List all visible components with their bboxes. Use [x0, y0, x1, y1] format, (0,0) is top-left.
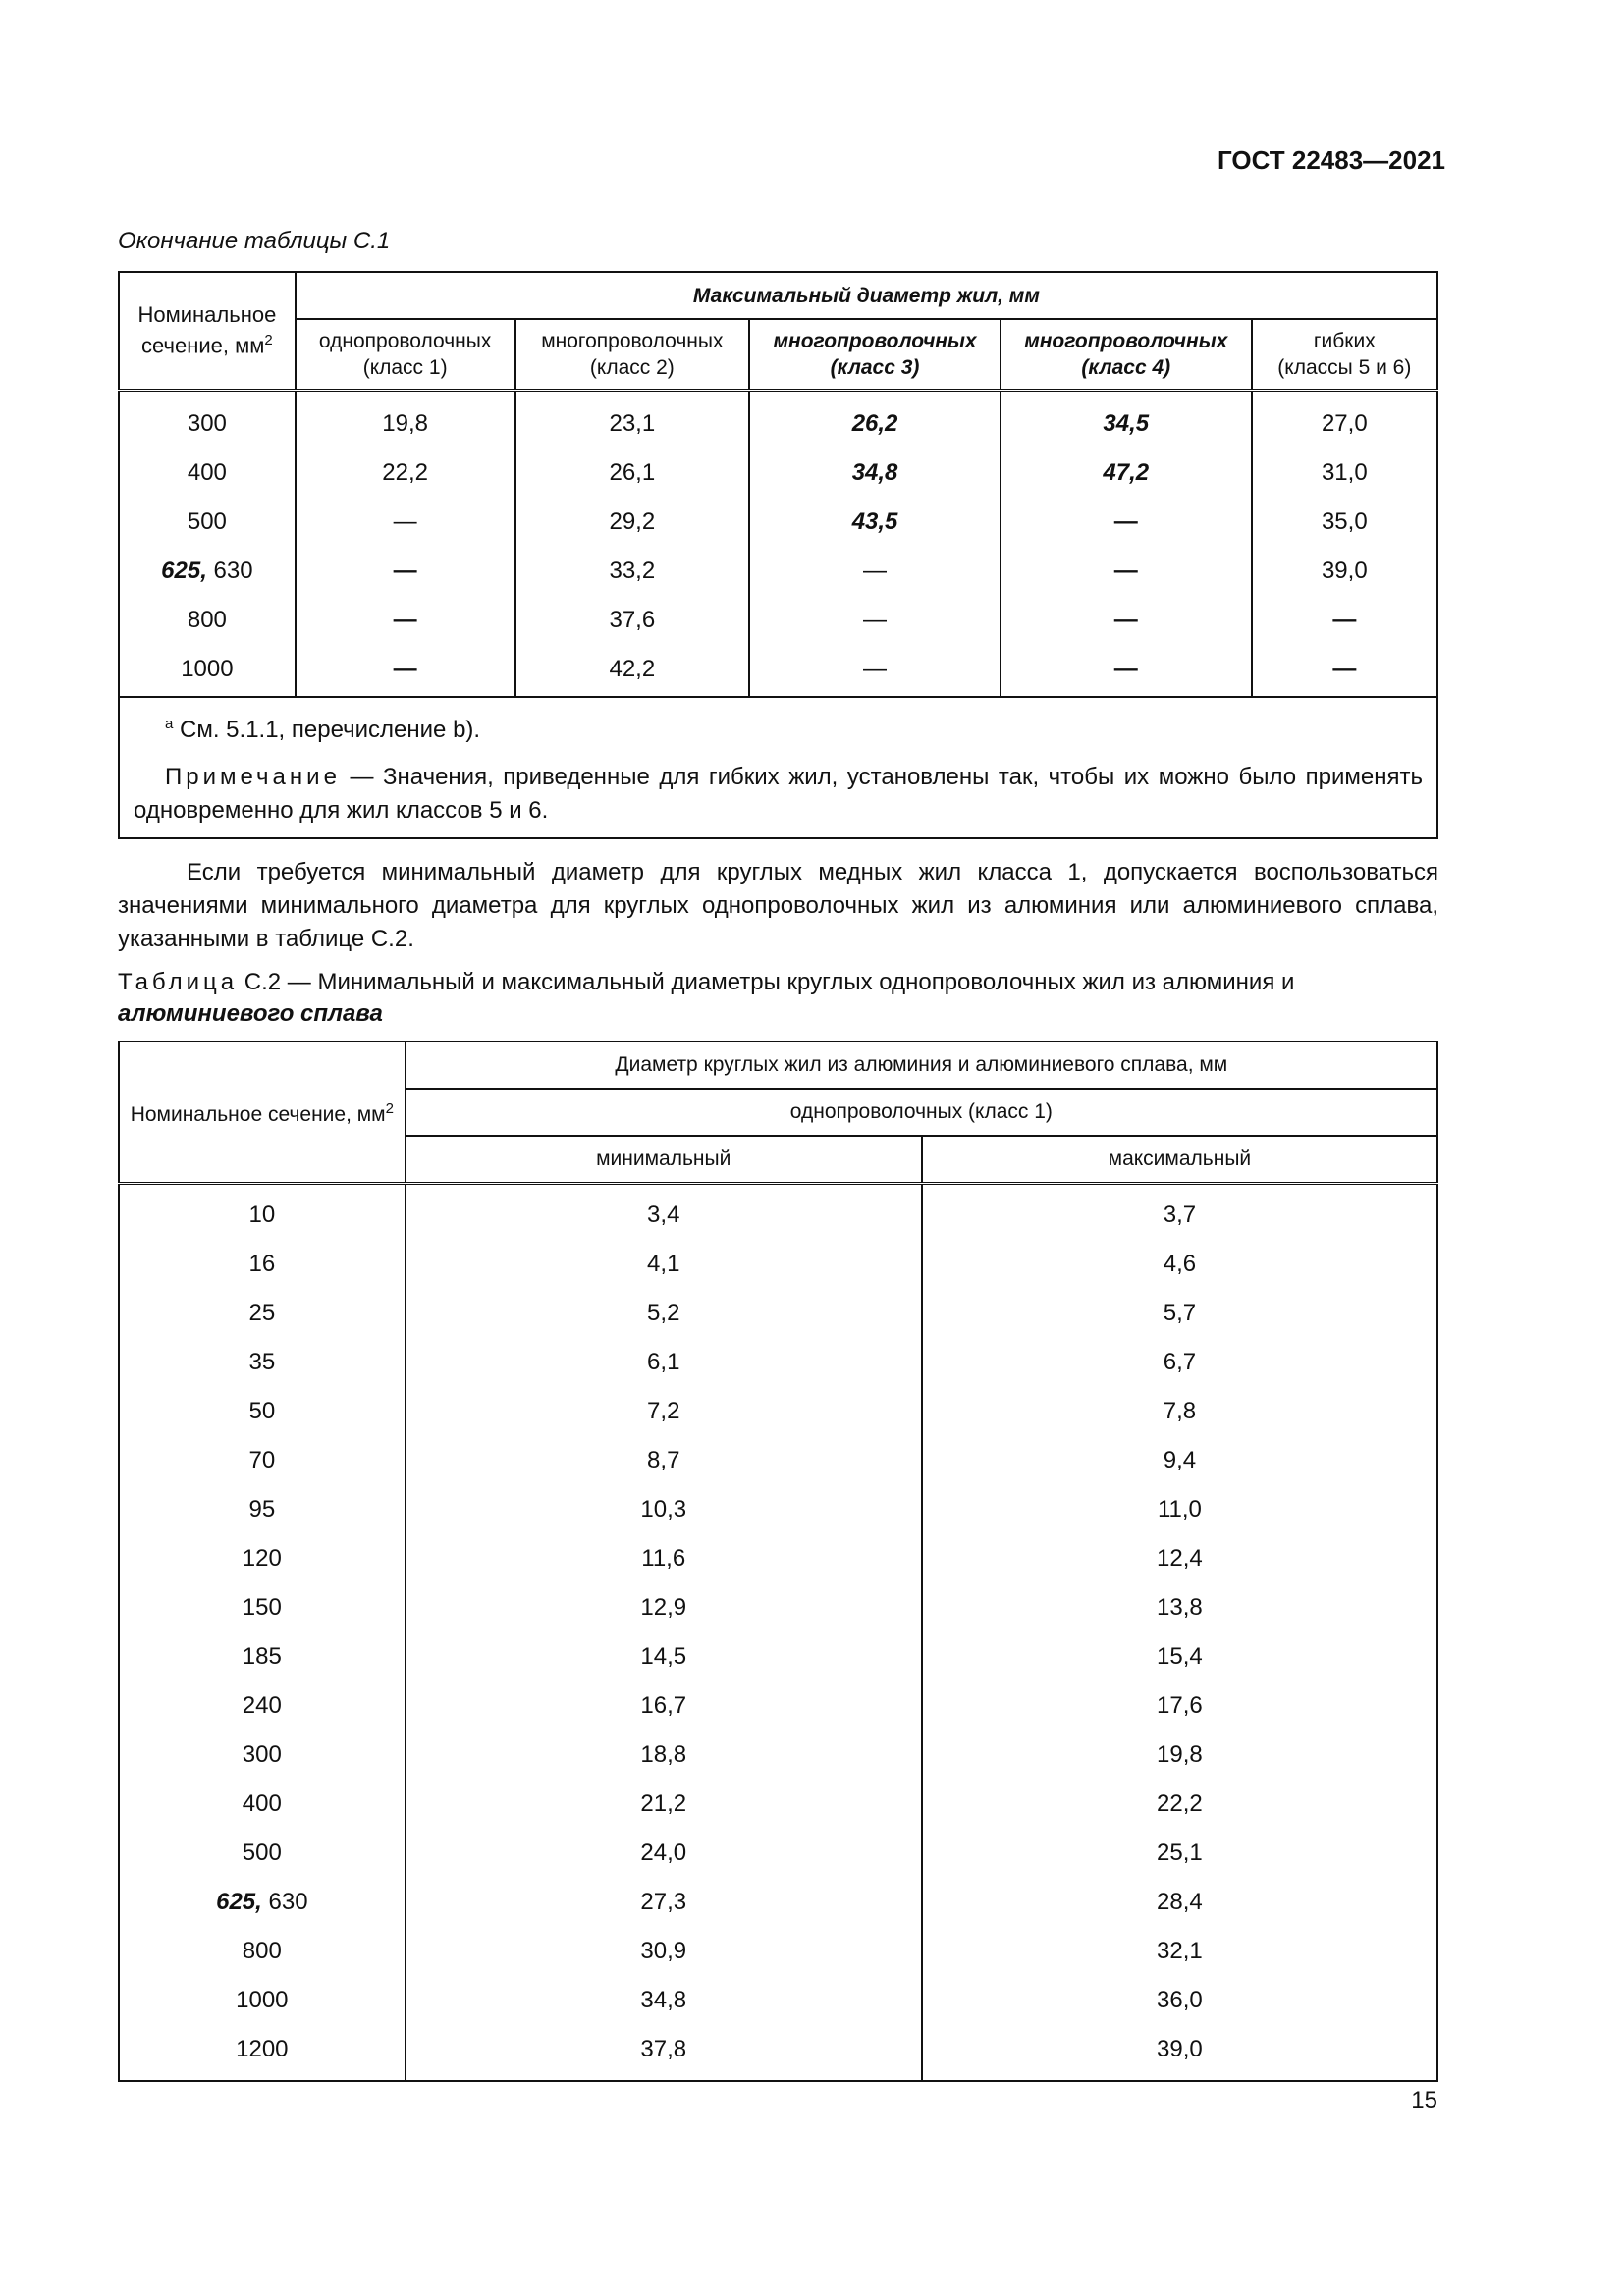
- table-row: 150 12,9 13,8: [119, 1583, 1437, 1632]
- table-row: 35 6,1 6,7: [119, 1338, 1437, 1387]
- table-row: 500 24,0 25,1: [119, 1829, 1437, 1878]
- table2: [118, 1041, 1438, 2082]
- table-row: 1200 37,8 39,0: [119, 2025, 1437, 2081]
- table-row: 120 11,6 12,4: [119, 1534, 1437, 1583]
- table-row: 500 — 29,2 43,5 — 35,0: [119, 498, 1437, 547]
- table-row: 16 4,1 4,6: [119, 1240, 1437, 1289]
- body-paragraph: Если требуется минимальный диаметр для круглых медных жил класса 1, допускается воспользоваться значениями минимального диаметра для круглых однопроволочных жил из алюминия или алюминиевого сплава, указанными в таблице С.2.: [118, 859, 1438, 952]
- table-row: 625, 630 — 33,2 — — 39,0: [119, 547, 1437, 596]
- table2-header-group: Диаметр круглых жил из алюминия и алюминиевого сплава, мм: [406, 1041, 1437, 1089]
- table2-header-min: минимальный: [406, 1136, 922, 1184]
- table2-caption: Таблица С.2 — Минимальный и максимальный диаметры круглых однопроволочных жил из алюминия и алюминиевого сплава: [118, 969, 1295, 1027]
- table1-subheader: однопроволочных (класс 1): [296, 319, 515, 391]
- table-row: 70 8,7 9,4: [119, 1436, 1437, 1485]
- table-row: 50 7,2 7,8: [119, 1387, 1437, 1436]
- table-row: 400 21,2 22,2: [119, 1780, 1437, 1829]
- table-row: 25 5,2 5,7: [119, 1289, 1437, 1338]
- table1-header-group: Максимальный диаметр жил, мм: [296, 272, 1437, 319]
- table1-subheader: гибких (классы 5 и 6): [1252, 319, 1437, 391]
- table-row: 185 14,5 15,4: [119, 1632, 1437, 1682]
- table2-header-nominal: Номинальное сечение, $мм^2$: [119, 1041, 406, 1184]
- table1: [118, 271, 1438, 839]
- table1-subheader: многопроволочных (класс 4): [1001, 319, 1252, 391]
- table-row: 800 — 37,6 — — —: [119, 596, 1437, 645]
- table1-footnote: $^a$ См. 5.1.1, перечисление b).: [165, 716, 481, 743]
- table-row: 1000 34,8 36,0: [119, 1976, 1437, 2025]
- table-row: 10 3,4 3,7: [119, 1184, 1437, 1241]
- table-row: 240 16,7 17,6: [119, 1682, 1437, 1731]
- table-row: 625, 630 27,3 28,4: [119, 1878, 1437, 1927]
- table-row: 400 22,2 26,1 34,8 47,2 31,0: [119, 449, 1437, 498]
- table2-header-subgroup: однопроволочных (класс 1): [406, 1089, 1437, 1136]
- table1-subheader: многопроволочных (класс 3): [749, 319, 1001, 391]
- table2-header-max: максимальный: [922, 1136, 1437, 1184]
- document-code: ГОСТ 22483—2021: [1218, 145, 1445, 175]
- table-row: 300 19,8 23,1 26,2 34,5 27,0: [119, 391, 1437, 450]
- table1-caption: Окончание таблицы С.1: [118, 228, 391, 254]
- table1-notes: [119, 697, 1437, 838]
- page-number: 15: [1411, 2087, 1437, 2113]
- table1-note: Примечание — Значения, приведенные для гибких жил, установлены так, чтобы их можно было применять одновременно для жил классов 5 и 6.: [134, 764, 1423, 824]
- table-row: 95 10,3 11,0: [119, 1485, 1437, 1534]
- table1-subheader: многопроволочных (класс 2): [515, 319, 750, 391]
- table-row: 300 18,8 19,8: [119, 1731, 1437, 1780]
- table-row: 800 30,9 32,1: [119, 1927, 1437, 1976]
- table-row: 1000 — 42,2 — — —: [119, 645, 1437, 697]
- table1-header-nominal: Номинальное сечение, $мм^2$: [119, 272, 296, 391]
